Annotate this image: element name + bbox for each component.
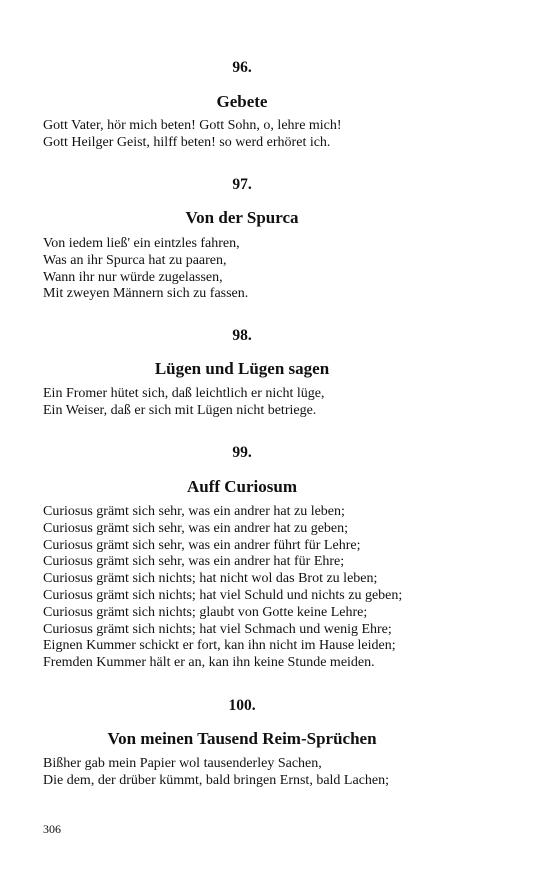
verse-line: Curiosus grämt sich nichts; hat nicht wol das Brot zu leben; <box>43 571 378 587</box>
poem-title: Auff Curiosum <box>186 477 298 496</box>
page-number: 306 <box>43 822 61 836</box>
verse-line: Curiosus grämt sich sehr, was ein andrer führt für Lehre; <box>43 537 361 553</box>
verse-line: Ein Fromer hütet sich, daß leichtlich er nicht lüge, <box>43 386 325 401</box>
poem-lines <box>43 386 503 420</box>
verse-line: Curiosus grämt sich sehr, was ein andrer hat zu geben; <box>43 520 349 536</box>
verse-line: Bißher gab mein Papier wol tausenderley Sachen, <box>43 756 322 771</box>
poem-number: 97. <box>232 176 252 193</box>
verse-line: Ein Weiser, daß er sich mit Lügen nicht betriege. <box>43 402 317 418</box>
poem-title: Von meinen Tausend Reim-Sprüchen <box>107 729 377 748</box>
verse-line: Curiosus grämt sich nichts; hat viel Schuld und nichts zu geben; <box>43 587 403 603</box>
verse-line: Gott Heilger Geist, hilff beten! so werd erhöret ich. <box>43 134 331 150</box>
poem-number: 99. <box>232 444 252 461</box>
verse-line: Curiosus grämt sich nichts; glaubt von Gotte keine Lehre; <box>43 604 368 620</box>
poem-lines <box>43 236 503 303</box>
verse-line: Curiosus grämt sich sehr, was ein andrer hat zu leben; <box>43 504 345 519</box>
poem-title: Lügen und Lügen sagen <box>154 359 330 378</box>
verse-line: Wann ihr nur würde zugelassen, <box>43 269 223 285</box>
verse-line: Was an ihr Spurca hat zu paaren, <box>43 252 227 268</box>
poem-lines <box>43 756 503 790</box>
poem-lines <box>43 504 503 672</box>
verse-line: Die dem, der drüber kümmt, bald bringen Ernst, bald Lachen; <box>43 772 390 788</box>
poem-number: 96. <box>232 59 252 76</box>
verse-line: Von iedem ließ' ein eintzles fahren, <box>43 236 240 251</box>
verse-line: Gott Vater, hör mich beten! Gott Sohn, o, lehre mich! <box>43 118 342 133</box>
poem-number: 98. <box>232 327 252 344</box>
verse-line: Eignen Kummer schickt er fort, kan ihn nicht im Hause leiden; <box>43 638 396 654</box>
verse-line: Curiosus grämt sich nichts; hat viel Schmach und wenig Ehre; <box>43 621 392 637</box>
verse-line: Curiosus grämt sich sehr, was ein andrer hat für Ehre; <box>43 554 345 570</box>
poem-title: Von der Spurca <box>185 208 299 227</box>
poem-number: 100. <box>228 697 256 714</box>
verse-line: Mit zweyen Männern sich zu fassen. <box>43 286 249 302</box>
poem-lines <box>43 118 503 152</box>
poem-title: Gebete <box>216 92 268 111</box>
verse-line: Fremden Kummer hält er an, kan ihn keine Stunde meiden. <box>43 655 375 671</box>
